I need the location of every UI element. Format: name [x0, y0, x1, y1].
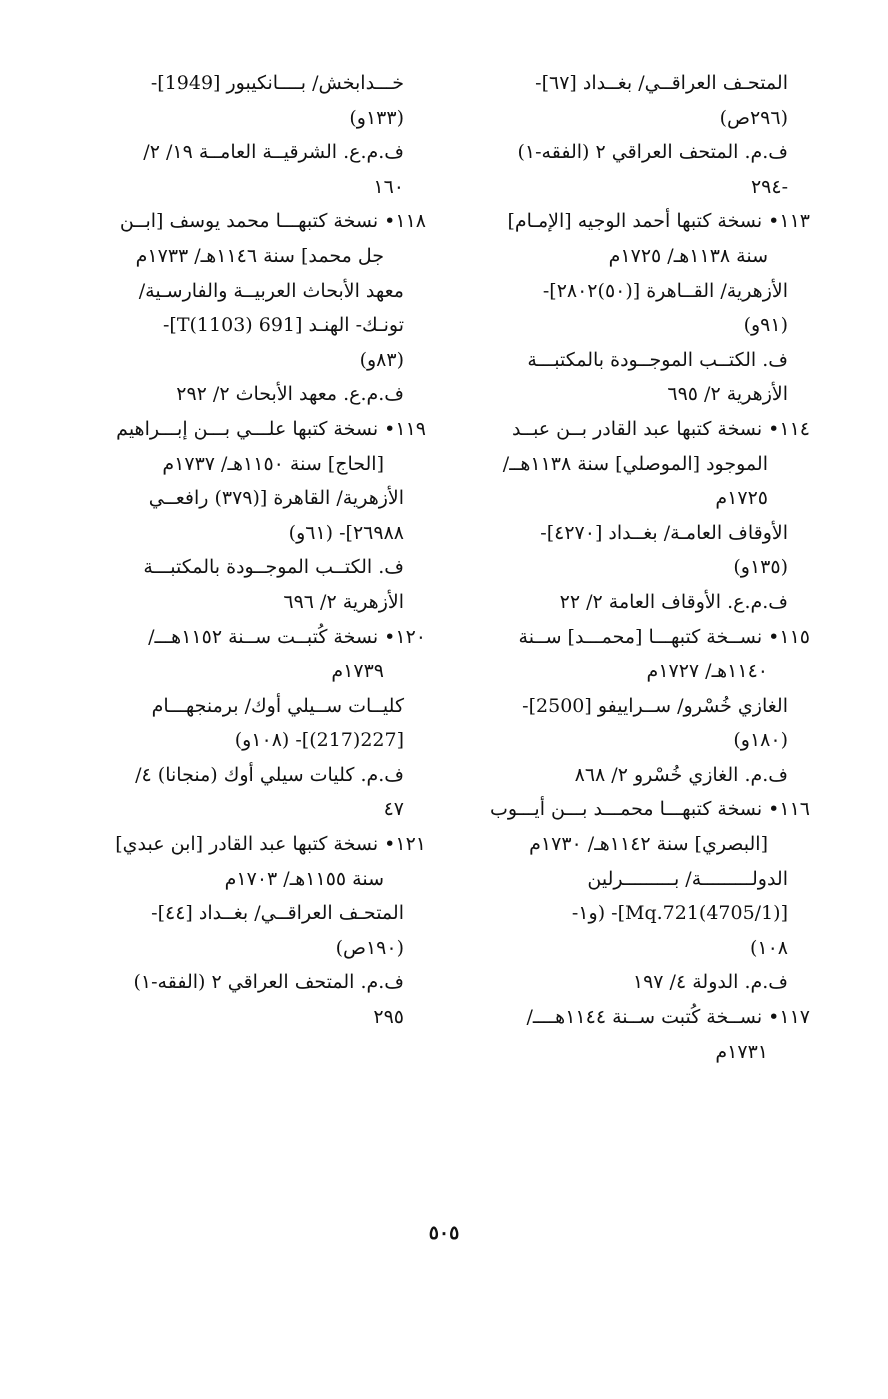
text-line: سنة ١١٥٥هـ/ ١٧٠٣م — [224, 867, 384, 890]
text-line: (١٨٠و) — [733, 729, 788, 752]
text-line: ف. الكتــب الموجــودة بالمكتبـــة — [527, 348, 788, 371]
text-line: (٢٩٦ص) — [719, 106, 788, 129]
entry-heading-line: ١١٧• نســخة كُتبت ســنة ١١٤٤هــــ/ — [526, 1006, 810, 1029]
text-line: [البصري] سنة ١١٤٢هـ/ ١٧٣٠م — [529, 833, 768, 856]
text-line: المتحـف العراقــي/ بغــداد [٦٧]- — [535, 72, 788, 94]
text-line: ١٧٣١م — [715, 1040, 768, 1063]
text-line: المتحـف العراقــي/ بغــداد [٤٤]- — [151, 902, 404, 925]
text-line: الدولـــــــــة/ بـــــــــرلين — [587, 867, 788, 890]
entry-heading-line: ١١٥• نســخة كتبهـــا [محمـــد] ســنة — [518, 625, 810, 648]
text-line: الموجود [الموصلي] سنة ١١٣٨هــ/ — [502, 452, 768, 475]
text-line: ف. الكتــب الموجــودة بالمكتبـــة — [143, 556, 404, 579]
entry-heading-line: ١٢٠• نسخة كُتبــت ســنة ١١٥٢هـــ/ — [148, 625, 426, 648]
text-line: [227(217)]- (١٠٨و) — [234, 729, 404, 752]
left-column — [80, 66, 426, 1035]
text-line: جل محمد] سنة ١١٤٦هـ/ ١٧٣٣م — [135, 244, 384, 267]
entry-heading-line: ١٢١• نسخة كتبها عبد القادر [ابن عبدي] — [115, 833, 426, 856]
entry-heading-line: ١١٩• نسخة كتبها علـــي بـــن إبـــراهيم — [116, 417, 426, 440]
text-line: الأزهرية/ القاهرة [(٣٧٩) رافعــي — [148, 487, 404, 510]
text-line: ف.م. كليات سيلي أوك (منجانا) ٤/ — [135, 763, 404, 786]
text-line: [Mq.721(4705/1)]- (و١- — [571, 902, 788, 925]
text-line: تونـك- الهنـد [691 T(1103)]- — [163, 314, 404, 337]
text-line: الغازي خُسْرو/ ســراييفو [2500]- — [522, 694, 788, 717]
text-line: الأزهرية/ القــاهرة [(٥٠)٢٨٠٢]- — [542, 279, 788, 302]
text-line: -٢٩٤ — [750, 175, 788, 198]
text-line: الأزهرية ٢/ ٦٩٦ — [283, 590, 404, 613]
text-line: ١١٤٠هـ/ ١٧٢٧م — [646, 660, 768, 683]
text-line: ف.م.ع. الشرقيــة العامــة ١٩/ ٢/ — [143, 141, 404, 164]
text-line: (١٩٠ص) — [335, 936, 404, 959]
text-line: (٩١و) — [743, 314, 788, 337]
entry-heading-line: ١١٤• نسخة كتبها عبد القادر بــن عبــد — [511, 417, 810, 440]
text-line: (١٣٥و) — [733, 556, 788, 579]
text-line: معهد الأبحاث العربيــة والفارسـية/ — [138, 279, 404, 302]
text-line: خـــدابخش/ بــــانكيبور [1949]- — [150, 72, 404, 94]
text-line: ف.م. المتحف العراقي ٢ (الفقه-١) — [517, 141, 788, 164]
entry-heading-line: ١١٦• نسخة كتبهـــا محمـــد بـــن أيـــوب — [490, 798, 810, 821]
page-number: ٥٠٥ — [428, 1222, 460, 1244]
text-line: ١٠٨) — [749, 936, 788, 959]
text-line: الأوقاف العامـة/ بغــداد [٤٢٧٠]- — [540, 521, 788, 544]
text-line: ٤٧ — [383, 798, 404, 821]
text-line: [الحاج] سنة ١١٥٠هـ/ ١٧٣٧م — [162, 452, 384, 475]
text-line: ١٧٣٩م — [331, 660, 384, 683]
text-line: ف.م. الغازي خُسْرو ٢/ ٨٦٨ — [574, 763, 788, 786]
text-line: الأزهرية ٢/ ٦٩٥ — [667, 383, 788, 406]
text-line: ف.م.ع. معهد الأبحاث ٢/ ٢٩٢ — [176, 383, 404, 406]
text-line: كليــات ســيلي أوك/ برمنجهـــام — [151, 694, 404, 717]
entry-heading-line: ١١٣• نسخة كتبها أحمد الوجيه [الإمـام] — [507, 210, 810, 233]
text-line: ف.م. المتحف العراقي ٢ (الفقه-١) — [133, 971, 404, 994]
text-line: ف.م. الدولة ٤/ ١٩٧ — [632, 971, 788, 994]
text-line: (٨٣و) — [359, 348, 404, 371]
text-line: ١٧٢٥م — [715, 487, 768, 510]
text-line: ٢٩٥ — [373, 1006, 404, 1029]
text-line: ١٦٠ — [373, 175, 404, 198]
entry-heading-line: ١١٨• نسخة كتبهـــا محمد يوسف [ابــن — [119, 210, 426, 233]
right-column — [470, 66, 810, 1069]
text-line: ف.م.ع. الأوقاف العامة ٢/ ٢٢ — [559, 590, 788, 613]
text-line: (١٣٣و) — [349, 106, 404, 129]
text-line: سنة ١١٣٨هـ/ ١٧٢٥م — [608, 244, 768, 267]
text-line: ٢٦٩٨٨]- (٦١و) — [288, 521, 404, 544]
